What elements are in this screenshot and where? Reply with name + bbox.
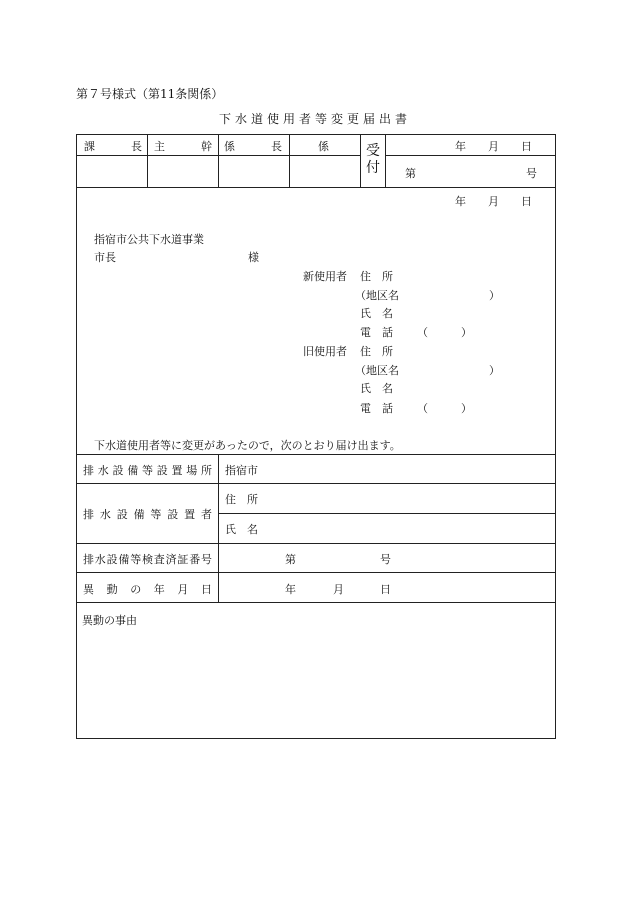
statement: 下水道使用者等に変更があったので，次のとおり届け出ます。 xyxy=(94,439,401,452)
old-user-label: 旧使用者 xyxy=(303,345,347,358)
installer-address-label: 住 所 xyxy=(225,493,258,506)
old-user-district-label: （地区名 xyxy=(355,364,399,377)
label-received: 受付 xyxy=(366,143,380,176)
submission-date: 年 月 日 xyxy=(455,195,532,208)
new-user-district-close: ） xyxy=(489,289,500,302)
new-user-address-label: 住 所 xyxy=(360,270,393,283)
old-user-name-label: 氏 名 xyxy=(360,382,393,395)
location-value: 指宿市 xyxy=(225,464,258,477)
addressee-honorific: 様 xyxy=(248,251,259,264)
new-user-district-label: （地区名 xyxy=(355,289,399,302)
label-chief-officer: 主 幹 xyxy=(154,140,212,153)
receipt-number-prefix: 第 xyxy=(405,167,416,180)
form-number: 第７号様式（第11条関係） xyxy=(76,87,224,101)
addressee-title: 市長 xyxy=(94,251,116,264)
new-user-name-label: 氏 名 xyxy=(360,307,393,320)
cert-number-label: 排水設備等検査済証番号 xyxy=(83,553,212,566)
label-section-chief: 課 長 xyxy=(84,140,142,153)
receipt-date-label: 年 月 日 xyxy=(455,140,532,153)
receipt-number-suffix: 号 xyxy=(526,167,537,180)
change-reason-label: 異動の事由 xyxy=(82,614,137,627)
change-date-month: 月 xyxy=(333,583,344,596)
old-user-district-close: ） xyxy=(489,364,500,377)
installer-name-label: 氏 名 xyxy=(225,523,258,536)
old-user-phone-paren: （ ） xyxy=(417,402,472,415)
change-date-day: 日 xyxy=(380,583,391,596)
change-date-year: 年 xyxy=(285,583,296,596)
location-label: 排水設備等設置場所 xyxy=(83,464,212,477)
cert-number-prefix: 第 xyxy=(285,553,296,566)
new-user-phone-label: 電 話 xyxy=(360,326,393,339)
cert-number-suffix: 号 xyxy=(380,553,391,566)
addressee-org: 指宿市公共下水道事業 xyxy=(94,233,204,246)
new-user-phone-paren: （ ） xyxy=(417,326,472,339)
installer-label: 排水設備等設置者 xyxy=(83,508,212,521)
label-staff: 係 xyxy=(318,140,329,153)
old-user-phone-label: 電 話 xyxy=(360,402,393,415)
old-user-address-label: 住 所 xyxy=(360,345,393,358)
change-date-label: 異動の年月日 xyxy=(83,583,212,596)
form-title: 下水道使用者等変更届出書 xyxy=(218,112,411,126)
new-user-label: 新使用者 xyxy=(303,270,347,283)
label-subsection-chief: 係 長 xyxy=(224,140,282,153)
